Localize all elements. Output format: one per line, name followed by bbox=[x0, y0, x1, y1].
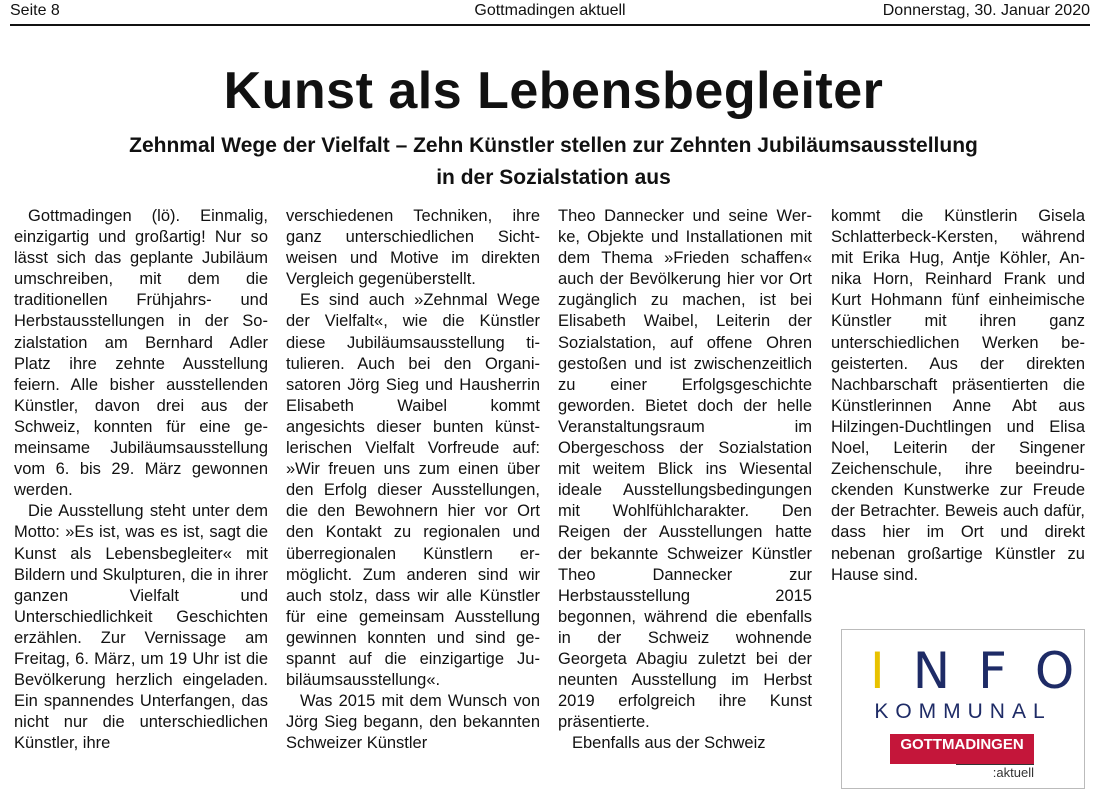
article-column-1 bbox=[14, 206, 268, 754]
issue-date: Donnerstag, 30. Januar 2020 bbox=[882, 2, 1090, 19]
logo-info-wordmark: INFO bbox=[870, 642, 1103, 700]
logo-gottmadingen-badge bbox=[890, 734, 1034, 764]
info-kommunal-logo bbox=[841, 629, 1103, 789]
publication-name: Gottmadingen aktuell bbox=[474, 2, 626, 19]
article-column-2 bbox=[286, 206, 540, 754]
logo-aktuell-text: :aktuell bbox=[956, 764, 1034, 780]
paragraph-2-part-1: Die Ausstellung steht unter dem Motto: »Es ist, was es ist, sagt die Kunst als Lebensbegleiter« mit Bildern und Skulpturen, die in ihrer ganzen Vielfalt und Unterschiedlichkeit Geschichten erzählen. Zur Vernissage am Freitag, 6. März, um 19 Uhr ist die Bevölkerung herzlich eingeladen. Ein spannendes Unterfangen, das nicht nur die unterschiedlichen Künstler, ihre bbox=[14, 502, 268, 753]
page-number: Seite 8 bbox=[10, 2, 60, 19]
subhead-line-2: in der Sozialstation aus bbox=[436, 166, 671, 189]
logo-town-name: GOTTMADINGEN bbox=[900, 736, 1024, 753]
article-column-3 bbox=[558, 206, 812, 754]
paragraph-2-part-2: verschiedenen Techniken, ihre ganz unterschiedlichen Sichtweisen und Motive im direkten Vergleich gegenüberstellt. bbox=[286, 207, 540, 289]
subhead-line-1: Zehnmal Wege der Vielfalt – Zehn Künstler stellen zur Zehnten Jubiläumsausstellung bbox=[129, 134, 978, 157]
article-column-4 bbox=[831, 206, 1085, 586]
paragraph-4-part-1: Was 2015 mit dem Wunsch von Jörg Sieg begann, den bekannten Schweizer Künstler bbox=[286, 692, 540, 753]
article-subhead bbox=[40, 130, 1067, 194]
paragraph-5-part-1: Ebenfalls aus der Schweiz bbox=[572, 734, 766, 753]
paragraph-1: Gottmadingen (lö). Einmalig, einzigartig und großartig! Nur so lässt sich das geplante Jubiläum umschreiben, mit dem die traditionellen Frühjahrs- und Herbstausstellungen in der Sozialstation am Bernhard Adler Platz ihre zehnte Ausstellung feiern. Alle bisher ausstellenden Künstler, davon drei aus der Schweiz, konnten für eine gemeinsame Jubiläumsausstellung vom 6. bis 29. März gewonnen werden. bbox=[14, 207, 268, 500]
page-header bbox=[10, 0, 1090, 26]
article-headline: Kunst als Lebensbegleiter bbox=[223, 62, 884, 120]
paragraph-3: Es sind auch »Zehnmal Wege der Vielfalt«, wie die Künstler diese Jubiläumsausstellung titulieren. Auch bei den Organisatoren Jörg Sieg und Hausherrin Elisabeth Waibel kommt angesichts dieser bunten künstlerischen Vielfalt Vorfreude auf: »Wir freuen uns zum einen über den Erfolg dieser Ausstellungen, die den Bewohnern hier vor Ort den Kontakt zu regionalen und überregionalen Künstlern ermöglicht. Zum anderen sind wir auch stolz, dass wir alle Künstler für eine gemeinsam Ausstellung gewinnen konnten und sind gespannt auf die einzigartige Jubiläumsausstellung«. bbox=[286, 291, 540, 690]
logo-kommunal-text: KOMMUNAL bbox=[874, 700, 1052, 723]
paragraph-5-part-2: kommt die Künstlerin Gisela Schlatterbeck-Kersten, während mit Erika Hug, Antje Köhler, Annika Horn, Reinhard Frank und Kurt Hohmann fünf einheimische Künstler mit ihren ganz unterschiedlichen Werken begeisterten. Aus der direkten Nachbarschaft präsentierten die Künstlerinnen Anne Abt aus Hilzingen-Duchtlingen und Elisa Noel, Leiterin der Singener Zeichenschule, ihre beeindruckenden Kunstwerke zur Freude der Betrachter. Beweis auch dafür, dass hier im Ort und direkt nebenan großartige Künstler zu Hause sind. bbox=[831, 207, 1085, 584]
paragraph-4-part-2: Theo Dannecker und seine Werke, Objekte und Installationen mit dem Thema »Frieden schaffen« auch der Bevölkerung hier vor Ort zugänglich zu machen, ist bei Elisabeth Waibel, Leiterin der Sozialstation, auf offene Ohren gestoßen und ist zwischenzeitlich zu einer Erfolgsgeschichte geworden. Bietet doch der helle Veranstaltungsraum im Obergeschoss der Sozialstation mit weitem Blick ins Wiesental ideale Ausstellungsbedingungen mit Wohlfühlcharakter. Den Reigen der Ausstellungen hatte der bekannte Schweizer Künstler Theo Dannecker zur Herbstausstellung 2015 begonnen, während die ebenfalls in der Schweiz wohnende Georgeta Abagiu zuletzt bei der neunten Ausstellung im Herbst 2019 erfolgreich ihre Kunst präsentierte. bbox=[558, 207, 812, 732]
